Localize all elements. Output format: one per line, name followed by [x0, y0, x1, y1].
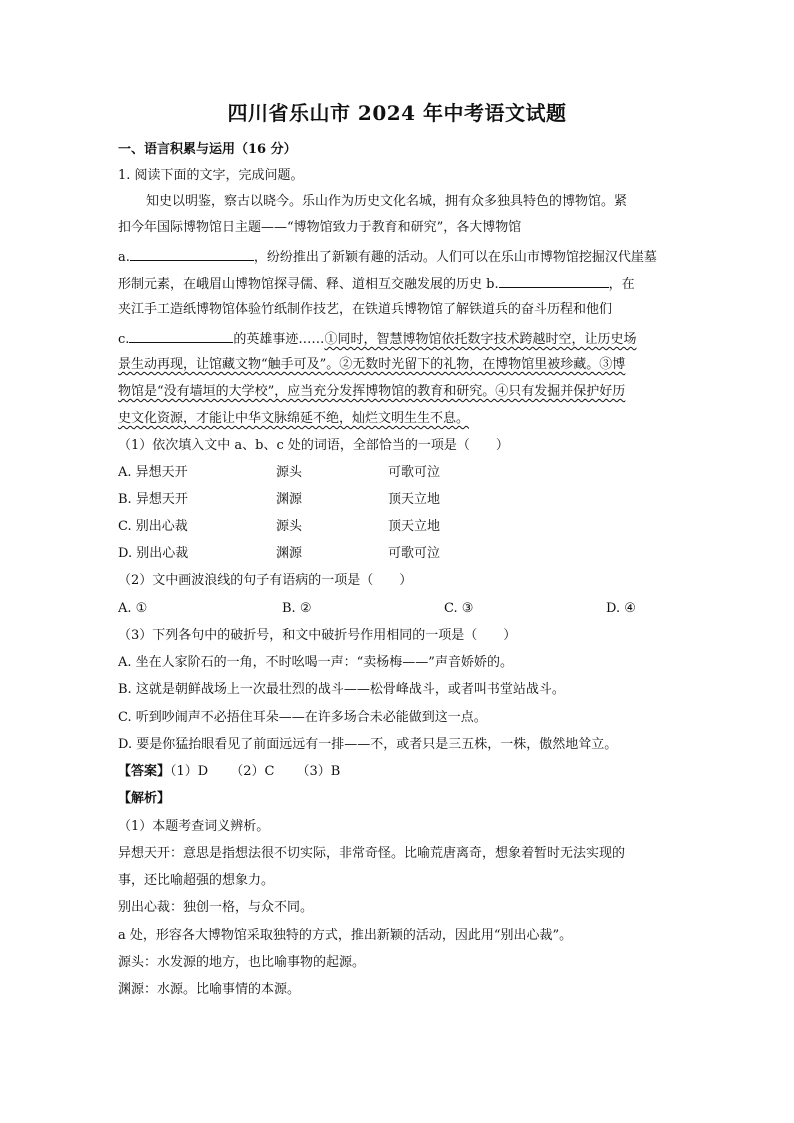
sub-question-1: （1）依次填入文中 a、b、c 处的词语，全部恰当的一项是（ ） — [118, 438, 509, 453]
option-b-word1: B. 异想天开 — [118, 492, 188, 507]
blank-label-c: c. — [118, 332, 130, 347]
passage-line-5: 夹江手工造纸博物馆体验竹纸制作技艺，在铁道兵博物馆了解铁道兵的奋斗历程和他们 — [118, 302, 613, 317]
sub3-option-c: C. 听到吵闹声不必捂住耳朵——在许多场合未必能做到这一点。 — [118, 710, 487, 725]
passage-line-8 — [118, 384, 625, 400]
option-a-word2: 源头 — [276, 465, 303, 480]
option-a-word1: A. 异想天开 — [118, 465, 188, 480]
option-a-word3: 可歌可泣 — [388, 465, 441, 480]
question-intro: 1. 阅读下面的文字，完成问题。 — [118, 168, 304, 183]
fill-blank-c — [129, 330, 233, 343]
sub2-option-c: C. ③ — [444, 601, 474, 616]
analysis-line: 异想天开：意思是指想法很不切实际，非常奇怪。比喻荒唐离奇，想象着暂时无法实现的 — [118, 846, 626, 861]
answer-label: 【答案】 — [118, 764, 171, 779]
sub3-option-b: B. 这就是朝鲜战场上一次最壮烈的战斗——松骨峰战斗，或者叫书堂站战斗。 — [118, 682, 565, 697]
option-c-word1: C. 别出心裁 — [118, 519, 188, 534]
option-c-word3: 顶天立地 — [388, 519, 441, 534]
sub2-option-a: A. ① — [118, 601, 148, 616]
sub-question-3: （3）下列各句中的破折号，和文中破折号作用相同的一项是（ ） — [118, 628, 517, 643]
passage-line-3-text: ，纷纷推出了新颖有趣的活动。人们可以在乐山市博物馆挖掘汉代崖墓 — [253, 250, 657, 265]
option-c-word2: 源头 — [276, 519, 303, 534]
option-d-word2: 渊源 — [276, 546, 303, 561]
passage-line-6-text: 的英雄事迹…… — [233, 332, 325, 347]
wavy-sentence: 物馆是“没有墙垣的大学校”，应当充分发挥博物馆的教育和研究。④只有发掘并保护好历 — [118, 384, 626, 399]
analysis-line: 渊源：水源。比喻事情的本源。 — [118, 982, 301, 997]
passage-line-3 — [118, 248, 657, 266]
passage-line-7 — [118, 357, 625, 373]
passage-line-9 — [118, 411, 469, 427]
passage-line-4-text: 形制元素，在峨眉山博物馆探寻儒、释、道相互交融发展的历史 b. — [118, 277, 499, 292]
analysis-label: 【解析】 — [118, 791, 171, 806]
sub2-option-d: D. ④ — [606, 601, 636, 616]
answer-3: （3）B — [296, 764, 341, 779]
analysis-line: 源头：水发源的地方，也比喻事物的起源。 — [118, 955, 366, 970]
passage-line-2: 扣今年国际博物馆日主题——“博物馆致力于教育和研究”，各大博物馆 — [118, 220, 522, 235]
passage-line-4 — [118, 275, 635, 293]
analysis-line: 别出心裁：独创一格，与众不同。 — [118, 900, 314, 915]
analysis-line: （1）本题考查词义辨析。 — [118, 819, 270, 834]
wavy-sentence: 史文化资源，才能让中华文脉绵延不绝，灿烂文明生生不息。 — [118, 411, 470, 426]
page-title: 四川省乐山市 2024 年中考语文试题 — [227, 101, 567, 125]
option-d-word3: 可歌可泣 — [388, 546, 441, 561]
sub3-option-d: D. 要是你猛抬眼看见了前面远远有一排——不，或者只是三五株，一株，傲然地耸立。 — [118, 737, 618, 752]
sub-question-2: （2）文中画波浪线的句子有语病的一项是（ ） — [118, 573, 413, 588]
passage-line-1: 知史以明鉴，察古以晓今。乐山作为历史文化名城，拥有众多独具特色的博物馆。紧 — [146, 194, 628, 209]
section-heading: 一、语言积累与运用（16 分） — [118, 142, 297, 157]
blank-label-a: a. — [118, 250, 130, 265]
option-d-word1: D. 别出心裁 — [118, 546, 189, 561]
option-b-word2: 渊源 — [276, 492, 303, 507]
fill-blank-a — [130, 248, 254, 261]
analysis-line: a 处，形容各大博物馆采取独特的方式，推出新颖的活动，因此用“别出心裁”。 — [118, 928, 573, 943]
option-b-word3: 顶天立地 — [388, 492, 441, 507]
answer-1: （1）D — [170, 764, 209, 779]
sub2-option-b: B. ② — [282, 601, 312, 616]
sub3-option-a: A. 坐在人家阶石的一角，不时吆喝一声：“卖杨梅——”声音娇娇的。 — [118, 655, 513, 670]
analysis-line: 事，还比喻超强的想象力。 — [118, 873, 275, 888]
answer-2: （2）C — [230, 764, 275, 779]
fill-blank-b — [499, 275, 609, 288]
passage-line-6 — [118, 330, 636, 348]
wavy-sentence: ①同时，智慧博物馆依托数字技术跨越时空，让历史场 — [324, 332, 637, 347]
answer-line — [118, 764, 340, 780]
passage-line-4-end: ，在 — [608, 277, 635, 292]
wavy-sentence: 景生动再现，让馆藏文物“触手可及”。②无数时光留下的礼物，在博物馆里被珍藏。③博 — [118, 357, 626, 372]
